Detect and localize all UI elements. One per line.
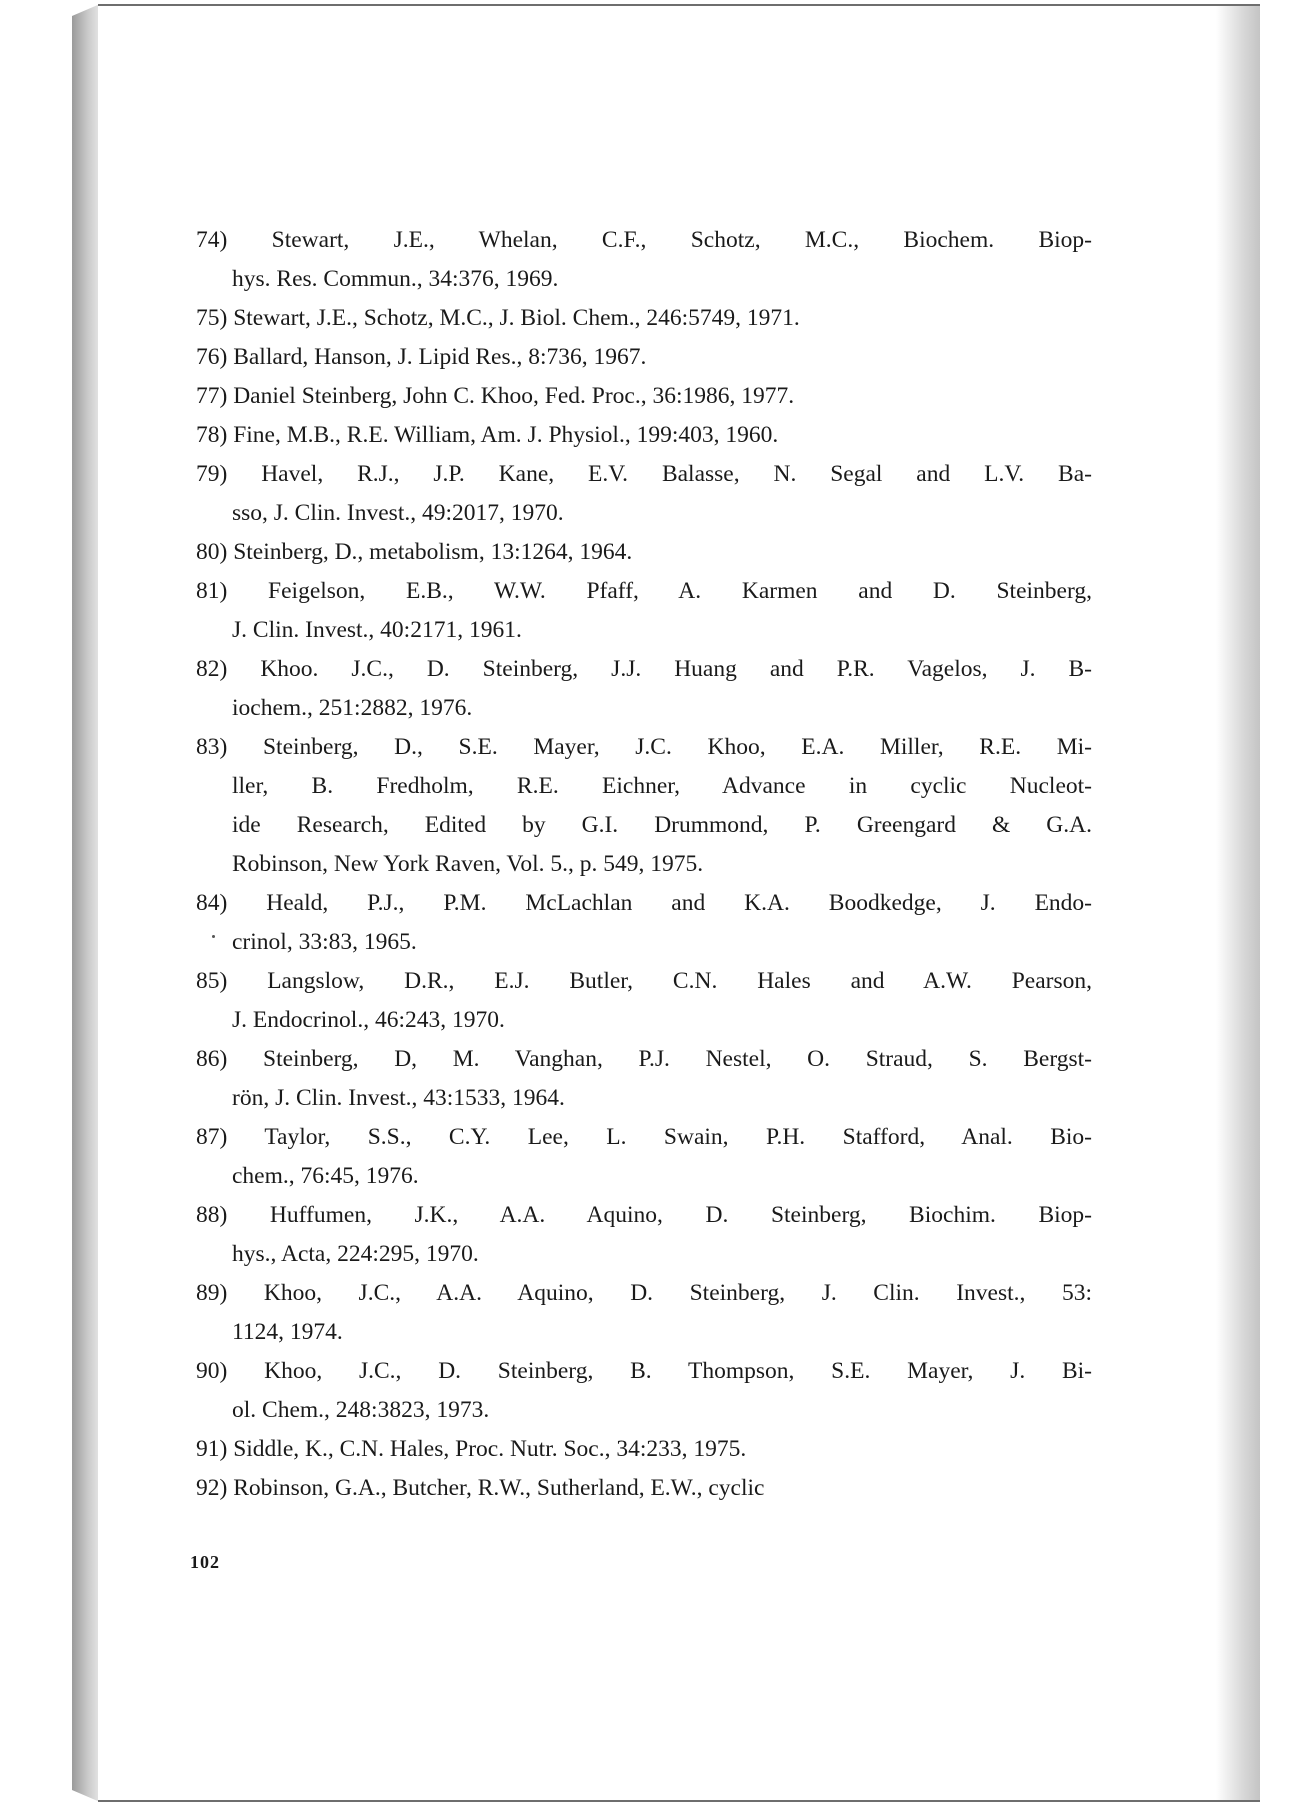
- page-number: 102: [190, 1552, 220, 1572]
- reference-continuation-line: Robinson, New York Raven, Vol. 5., p. 549, 1975.: [232, 851, 704, 877]
- reference-line: 91) Siddle, K., C.N. Hales, Proc. Nutr. Soc., 34:233, 1975.: [196, 1436, 747, 1462]
- reference-line: 75) Stewart, J.E., Schotz, M.C., J. Biol. Chem., 246:5749, 1971.: [196, 305, 800, 331]
- reference-line: 80) Steinberg, D., metabolism, 13:1264, 1964.: [196, 539, 633, 565]
- reference-line: 83) Steinberg, D., S.E. Mayer, J.C. Khoo, E.A. Miller, R.E. Mi-: [196, 734, 1092, 760]
- reference-line: 79) Havel, R.J., J.P. Kane, E.V. Balasse, N. Segal and L.V. Ba-: [196, 461, 1092, 487]
- reference-continuation-line: ide Research, Edited by G.I. Drummond, P. Greengard & G.A.: [232, 812, 1092, 838]
- reference-continuation-line: hys., Acta, 224:295, 1970.: [232, 1241, 479, 1267]
- reference-entry: [196, 1040, 1092, 1118]
- reference-continuation-line: ller, B. Fredholm, R.E. Eichner, Advance in cyclic Nucleot-: [232, 773, 1092, 799]
- page-gutter-shadow: [1216, 6, 1260, 1800]
- reference-continuation-line: J. Clin. Invest., 40:2171, 1961.: [232, 617, 522, 643]
- reference-entry: [196, 962, 1092, 1040]
- reference-entry: [196, 338, 1092, 377]
- reference-continuation-line: sso, J. Clin. Invest., 49:2017, 1970.: [232, 500, 564, 526]
- reference-entry: [196, 650, 1092, 728]
- reference-continuation-line: ol. Chem., 248:3823, 1973.: [232, 1397, 490, 1423]
- reference-entry: [196, 572, 1092, 650]
- reference-entry: [196, 533, 1092, 572]
- reference-entry: [196, 884, 1092, 962]
- reference-entry: [196, 416, 1092, 455]
- reference-line: 78) Fine, M.B., R.E. William, Am. J. Physiol., 199:403, 1960.: [196, 422, 779, 448]
- reference-entry: [196, 1352, 1092, 1430]
- reference-line: 74) Stewart, J.E., Whelan, C.F., Schotz, M.C., Biochem. Biop-: [196, 227, 1092, 253]
- reference-list: [196, 221, 1092, 1508]
- reference-line: 88) Huffumen, J.K., A.A. Aquino, D. Steinberg, Biochim. Biop-: [196, 1202, 1092, 1228]
- reference-entry: [196, 221, 1092, 299]
- reference-continuation-line: J. Endocrinol., 46:243, 1970.: [232, 1007, 505, 1033]
- reference-continuation-line: hys. Res. Commun., 34:376, 1969.: [232, 266, 559, 292]
- reference-line: 82) Khoo. J.C., D. Steinberg, J.J. Huang and P.R. Vagelos, J. B-: [196, 656, 1092, 682]
- reference-line: 86) Steinberg, D, M. Vanghan, P.J. Nestel, O. Straud, S. Bergst-: [196, 1046, 1092, 1072]
- reference-entry: [196, 455, 1092, 533]
- reference-continuation-line: 1124, 1974.: [232, 1319, 343, 1345]
- book-page-edge: [72, 4, 100, 1802]
- reference-line: 92) Robinson, G.A., Butcher, R.W., Sutherland, E.W., cyclic: [196, 1475, 765, 1501]
- reference-line: 84) Heald, P.J., P.M. McLachlan and K.A. Boodkedge, J. Endo-: [196, 890, 1092, 916]
- reference-entry: [196, 1196, 1092, 1274]
- reference-continuation-line: rön, J. Clin. Invest., 43:1533, 1964.: [232, 1085, 565, 1111]
- reference-entry: [196, 377, 1092, 416]
- reference-line: 85) Langslow, D.R., E.J. Butler, C.N. Hales and A.W. Pearson,: [196, 968, 1092, 994]
- reference-line: 87) Taylor, S.S., C.Y. Lee, L. Swain, P.H. Stafford, Anal. Bio-: [196, 1124, 1092, 1150]
- reference-entry: [196, 299, 1092, 338]
- reference-line: 81) Feigelson, E.B., W.W. Pfaff, A. Karmen and D. Steinberg,: [196, 578, 1092, 604]
- reference-continuation-line: chem., 76:45, 1976.: [232, 1163, 419, 1189]
- reference-continuation-line: iochem., 251:2882, 1976.: [232, 695, 473, 721]
- reference-entry: [196, 728, 1092, 884]
- reference-line: 76) Ballard, Hanson, J. Lipid Res., 8:736, 1967.: [196, 344, 647, 370]
- reference-entry: [196, 1274, 1092, 1352]
- reference-entry: [196, 1469, 1092, 1508]
- reference-line: 90) Khoo, J.C., D. Steinberg, B. Thompson, S.E. Mayer, J. Bi-: [196, 1358, 1092, 1384]
- reference-line: 77) Daniel Steinberg, John C. Khoo, Fed. Proc., 36:1986, 1977.: [196, 383, 795, 409]
- reference-continuation-line: crinol, 33:83, 1965.: [232, 929, 417, 955]
- reference-entry: [196, 1430, 1092, 1469]
- reference-line: 89) Khoo, J.C., A.A. Aquino, D. Steinberg, J. Clin. Invest., 53:: [196, 1280, 1092, 1306]
- reference-entry: [196, 1118, 1092, 1196]
